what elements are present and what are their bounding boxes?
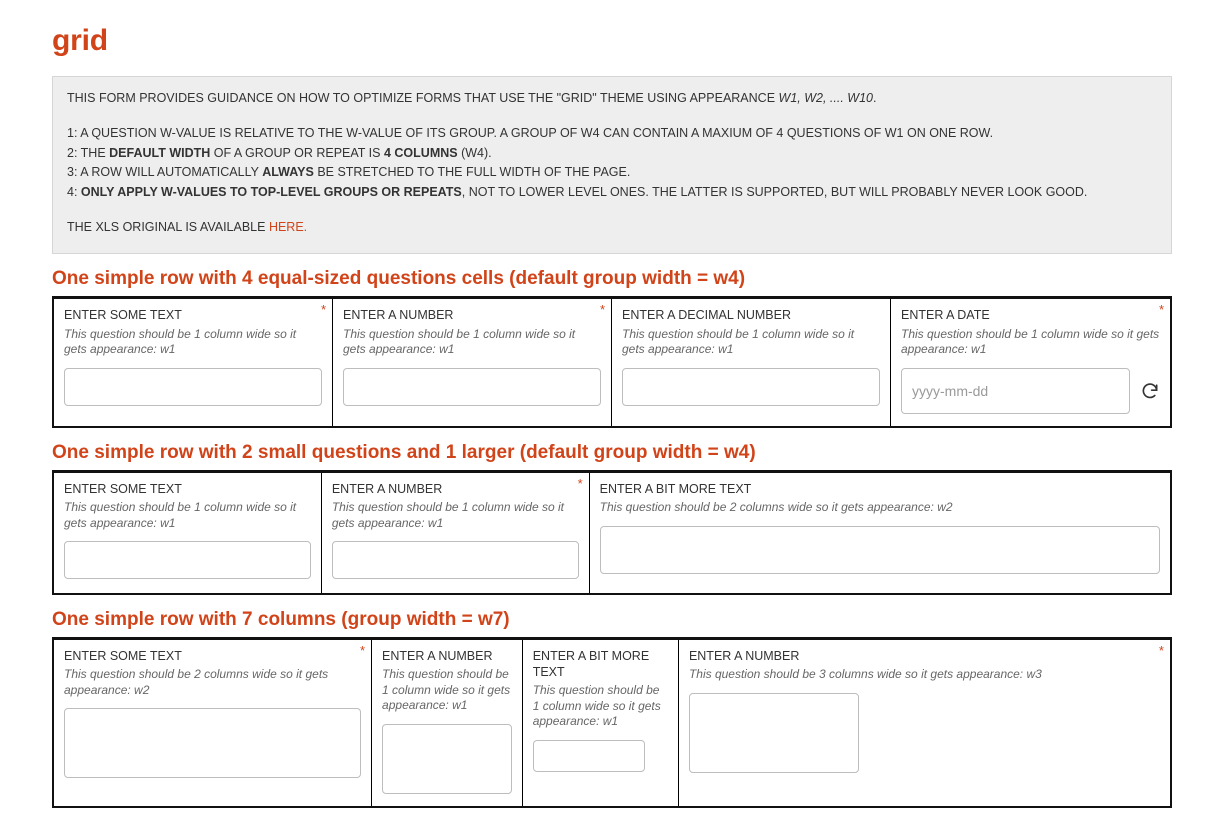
rule4-part-a: 4: <box>67 184 81 199</box>
required-marker-icon: * <box>1158 642 1164 658</box>
guidance-intro-prefix: THIS FORM PROVIDES GUIDANCE ON HOW TO OPTIMIZE FORMS THAT USE THE "GRID" THEME USING APPEARANCE <box>67 91 779 105</box>
guidance-intro <box>67 89 1157 108</box>
rule2-part-d: 4 COLUMNS <box>383 145 458 160</box>
question-cell <box>891 299 1170 425</box>
question-hint: This question should be 1 column wide so it gets appearance: w1 <box>901 326 1160 357</box>
guidance-intro-emphasis: W1, W2, .... W10 <box>778 91 873 105</box>
question-hint: This question should be 1 column wide so it gets appearance: w1 <box>64 499 297 530</box>
question-cell <box>54 473 322 593</box>
text-input[interactable] <box>64 708 361 778</box>
question-hint: This question should be 2 columns wide so it gets appearance: w2 <box>599 499 953 514</box>
form-row-1 <box>52 296 1172 427</box>
question-cell <box>54 299 333 425</box>
question-hint: This question should be 1 column wide so it gets appearance: w1 <box>532 683 661 729</box>
rule2-part-c: OF A GROUP OR REPEAT IS <box>210 145 384 160</box>
number-input[interactable] <box>332 541 579 579</box>
guidance-xls-line <box>67 218 1157 237</box>
question-label: ENTER SOME TEXT <box>64 481 182 496</box>
guidance-intro-suffix: . <box>872 91 877 105</box>
number-input[interactable] <box>382 724 512 794</box>
guidance-rule-3 <box>67 163 1157 182</box>
question-label: ENTER A BIT MORE TEXT <box>599 481 752 496</box>
rule2-part-b: DEFAULT WIDTH <box>109 145 211 160</box>
decimal-input[interactable] <box>622 368 880 406</box>
rule3-part-b: ALWAYS <box>262 165 314 180</box>
required-marker-icon: * <box>577 475 583 491</box>
guidance-rule-1: 1: A QUESTION W-VALUE IS RELATIVE TO THE W-VALUE OF ITS GROUP. A GROUP OF W4 CAN CONTAIN A MAXIUM OF 4 QUESTIONS OF W1 ON ONE ROW. <box>67 126 994 141</box>
question-label: ENTER A NUMBER <box>688 648 800 663</box>
form-row-3 <box>52 637 1172 808</box>
xls-original-link[interactable]: HERE. <box>268 219 308 234</box>
question-label: ENTER A NUMBER <box>331 481 443 496</box>
date-input[interactable] <box>901 368 1130 414</box>
rule3-part-c: BE STRETCHED TO THE FULL WIDTH OF THE PAGE. <box>313 165 631 180</box>
question-cell <box>322 473 590 593</box>
bottom-spacer <box>52 808 1172 826</box>
page-title: grid <box>52 24 108 57</box>
required-marker-icon: * <box>599 302 605 318</box>
question-hint: This question should be 1 column wide so it gets appearance: w1 <box>331 499 564 530</box>
text-input[interactable] <box>600 526 1160 574</box>
rule2-part-a: 2: THE <box>67 145 110 160</box>
section-title-2: One simple row with 2 small questions and 1 larger (default group width = w4) <box>52 441 756 463</box>
question-hint: This question should be 1 column wide so it gets appearance: w1 <box>622 326 855 357</box>
number-input[interactable] <box>343 368 601 406</box>
question-hint: This question should be 1 column wide so it gets appearance: w1 <box>343 326 576 357</box>
refresh-icon[interactable] <box>1140 381 1160 401</box>
question-label: ENTER A NUMBER <box>343 308 454 323</box>
text-input[interactable] <box>533 740 645 772</box>
question-label: ENTER A NUMBER <box>382 648 493 663</box>
question-label: ENTER A DATE <box>901 308 990 323</box>
question-label: ENTER A DECIMAL NUMBER <box>622 308 792 323</box>
question-cell <box>333 299 612 425</box>
text-input[interactable] <box>64 541 311 579</box>
section-title-3: One simple row with 7 columns (group width = w7) <box>52 608 510 630</box>
guidance-rule-4 <box>67 183 1157 202</box>
rule3-part-a: 3: A ROW WILL AUTOMATICALLY <box>67 165 263 180</box>
required-marker-icon: * <box>1158 302 1164 318</box>
required-marker-icon: * <box>359 642 366 658</box>
question-cell <box>372 640 523 806</box>
section-title-1: One simple row with 4 equal-sized questions cells (default group width = w4) <box>52 268 746 290</box>
date-field-group <box>901 368 1160 414</box>
question-hint: This question should be 1 column wide so it gets appearance: w1 <box>382 666 511 713</box>
rule2-part-e: (W4). <box>457 145 492 160</box>
question-hint: This question should be 2 columns wide so it gets appearance: w2 <box>64 666 329 697</box>
rule4-part-b: ONLY APPLY W-VALUES TO TOP-LEVEL GROUPS OR REPEATS <box>80 184 462 199</box>
required-marker-icon: * <box>320 302 326 318</box>
question-hint: This question should be 1 column wide so it gets appearance: w1 <box>64 326 297 357</box>
question-cell <box>679 640 1170 806</box>
form-row-2 <box>52 470 1172 595</box>
rule4-part-c: , NOT TO LOWER LEVEL ONES. THE LATTER IS SUPPORTED, BUT WILL PROBABLY NEVER LOOK GOOD. <box>461 184 1088 199</box>
question-label: ENTER SOME TEXT <box>64 308 182 323</box>
question-label: ENTER A BIT MORE TEXT <box>532 648 650 679</box>
question-hint: This question should be 3 columns wide so it gets appearance: w3 <box>688 666 1042 681</box>
number-input[interactable] <box>689 693 859 773</box>
guidance-panel <box>52 76 1172 254</box>
question-label: ENTER SOME TEXT <box>64 648 182 663</box>
text-input[interactable] <box>64 368 322 406</box>
question-cell <box>612 299 891 425</box>
question-cell <box>523 640 679 806</box>
question-cell <box>54 640 372 806</box>
xls-prefix: THE XLS ORIGINAL IS AVAILABLE <box>67 219 269 234</box>
guidance-rule-2 <box>67 144 1157 163</box>
question-cell <box>590 473 1170 593</box>
